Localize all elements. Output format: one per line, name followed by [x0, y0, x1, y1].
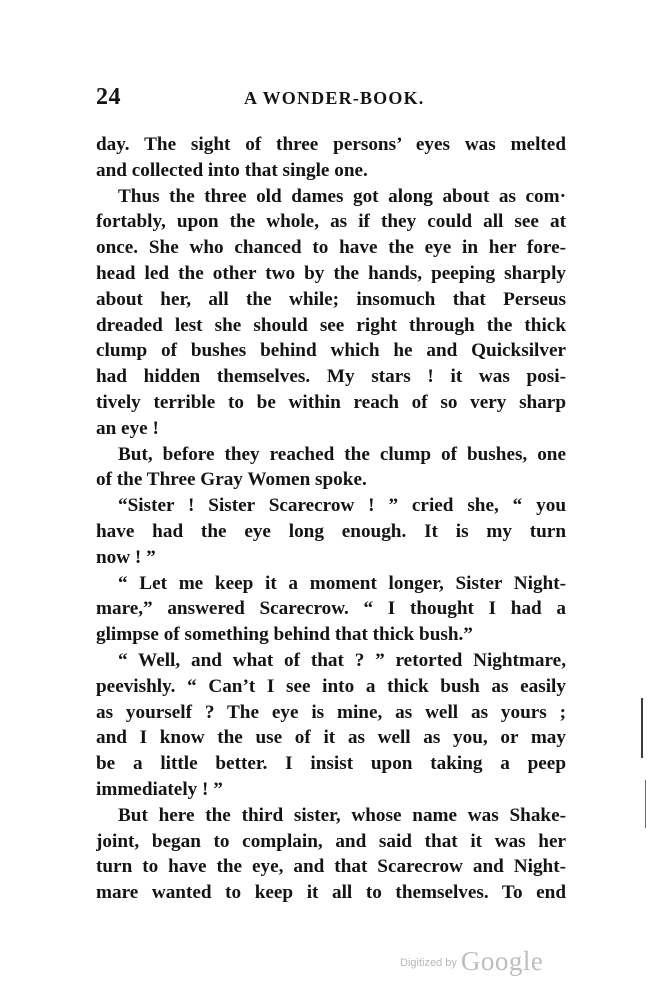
page-number: 24	[96, 84, 121, 110]
running-title: A WONDER-BOOK.	[244, 88, 425, 108]
text-line: But here the third sister, whose name was Shake-	[118, 804, 566, 826]
digitized-by-watermark	[400, 946, 543, 980]
text-line: about her, all the while; insomuch that Perseus	[96, 288, 566, 310]
text-line: now ! ”	[96, 546, 156, 568]
text-line: “ Let me keep it a moment longer, Sister Night-	[118, 572, 566, 594]
text-line: “Sister ! Sister Scarecrow ! ” cried she, “ you	[118, 495, 566, 517]
text-line: be a little better. I insist upon taking a peep	[96, 753, 566, 775]
text-line: once. She who chanced to have the eye in her fore-	[96, 237, 566, 259]
text-line: peevishly. “ Can’t I see into a thick bush as easily	[96, 675, 566, 697]
scan-edge-mark	[645, 780, 646, 828]
text-line: dreaded lest she should see right through the thick	[96, 314, 566, 336]
text-line: clump of bushes behind which he and Quicksilver	[96, 340, 566, 362]
text-line: had hidden themselves. My stars ! it was posi-	[96, 366, 566, 388]
text-line: fortably, upon the whole, as if they could all see at	[96, 211, 566, 233]
text-line: of the Three Gray Women spoke.	[96, 469, 367, 491]
text-line: joint, began to complain, and said that it was her	[96, 830, 566, 852]
text-line: “ Well, and what of that ? ” retorted Nightmare,	[118, 649, 566, 671]
text-line: immediately ! ”	[96, 778, 223, 800]
google-logo: Google	[460, 946, 544, 976]
watermark-prefix: Digitized by	[400, 957, 457, 969]
text-line: day. The sight of three persons’ eyes was melted	[96, 134, 566, 155]
text-line: head led the other two by the hands, peeping sharply	[96, 262, 566, 284]
text-line: have had the eye long enough. It is my turn	[96, 520, 566, 542]
text-line: and collected into that single one.	[96, 159, 368, 181]
text-line: Thus the three old dames got along about as com·	[118, 185, 566, 207]
text-line: But, before they reached the clump of bushes, one	[118, 443, 566, 465]
text-line: mare,” answered Scarecrow. “ I thought I had a	[96, 598, 566, 620]
text-line: tively terrible to be within reach of so very sharp	[96, 391, 566, 413]
text-line: an eye !	[96, 417, 159, 439]
text-line: and I know the use of it as well as you, or may	[96, 727, 566, 749]
text-line: turn to have the eye, and that Scarecrow and Night-	[96, 856, 566, 878]
scan-edge-mark	[641, 698, 643, 758]
running-head	[96, 84, 566, 114]
text-line: glimpse of something behind that thick bush.”	[96, 624, 473, 646]
text-line: mare wanted to keep it all to themselves. To end	[96, 882, 566, 904]
body-text	[96, 132, 566, 906]
text-line: as yourself ? The eye is mine, as well as yours ;	[96, 701, 566, 723]
